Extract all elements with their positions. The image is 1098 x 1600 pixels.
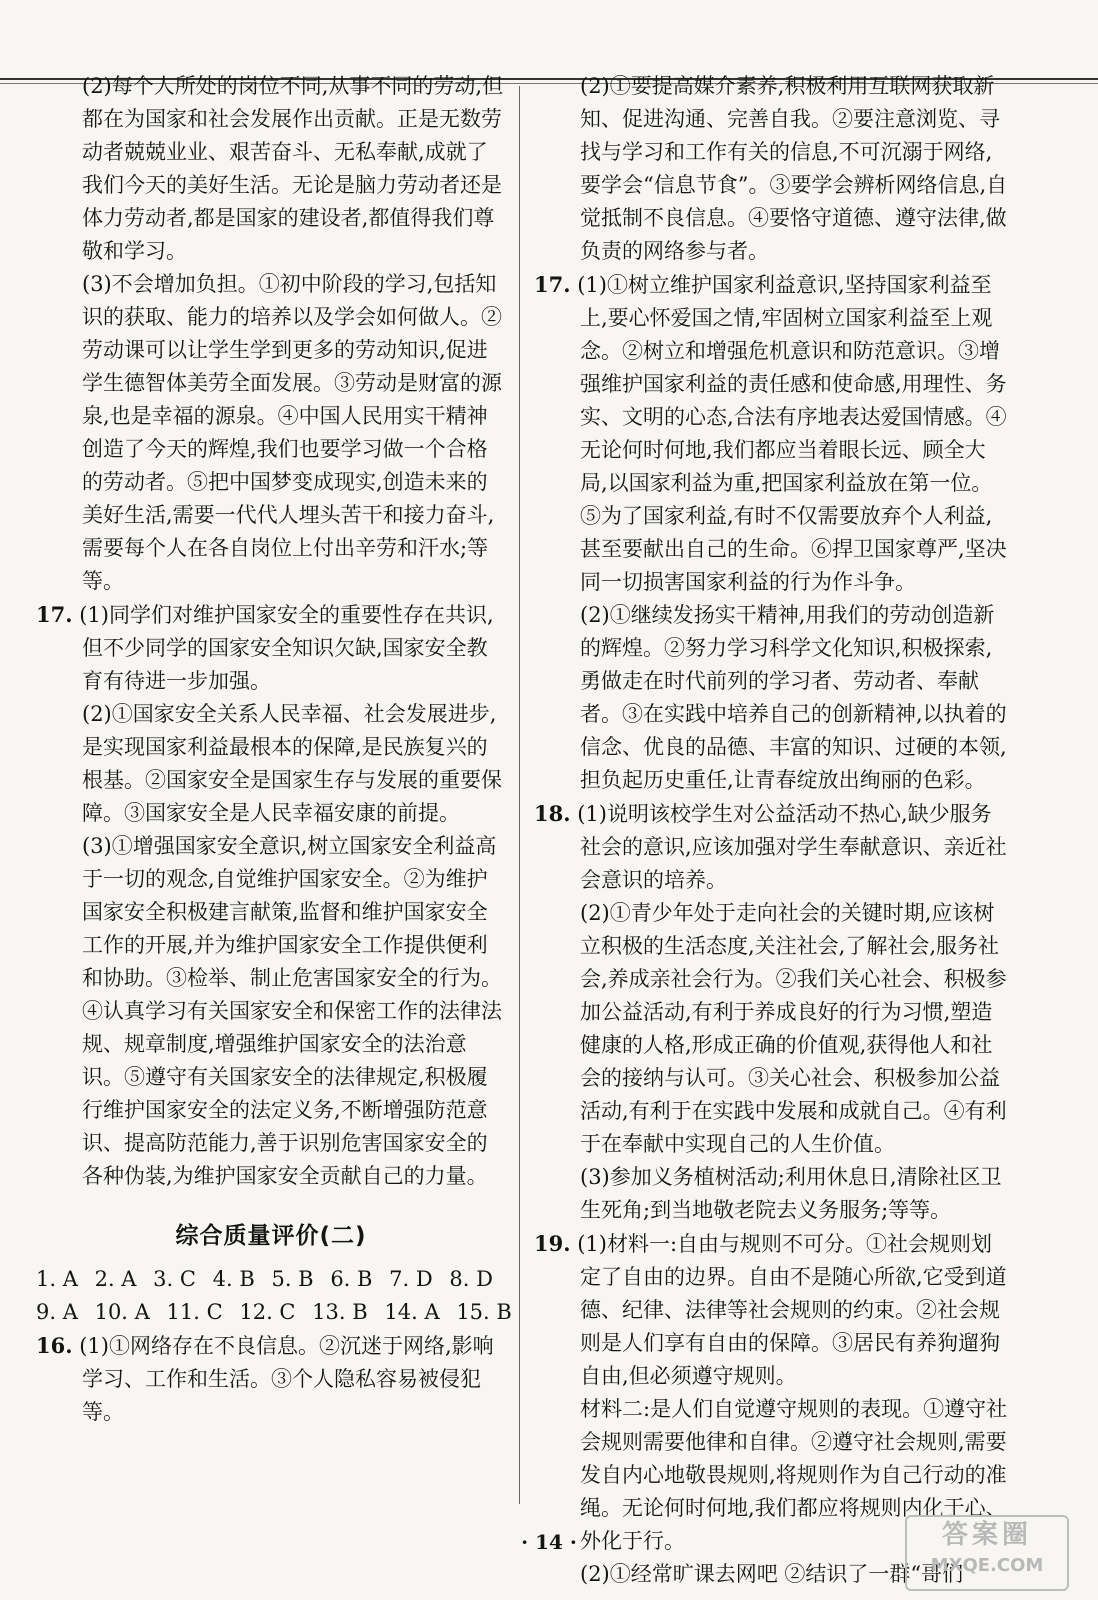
answer-paragraph: (2)每个人所处的岗位不同,从事不同的劳动,但都在为国家和社会发展作出贡献。正是无数劳动者兢兢业业、艰苦奋斗、无私奉献,成就了我们今天的美好生活。无论是脑力劳动者还是体力劳动者,都是国家的建设者,都值得我们尊敬和学习。 <box>82 74 504 263</box>
choice-answer: 6. B <box>330 1267 373 1291</box>
question-16-part-2: (2)①要提高媒介素养,积极利用互联网获取新知、促进沟通、完善自我。②要注意浏览、寻找与学习和工作有关的信息,不可沉溺于网络,要学会“信息节食”。③要学会辨析网络信息,自觉抵制不良信息。④要恪守道德、遵守法律,做负责的网络参与者。 <box>580 74 1008 263</box>
question-17-part-1 <box>534 268 1008 599</box>
choice-answer: 10. A <box>94 1300 150 1324</box>
page-number: · 14 · <box>521 1530 577 1554</box>
answer-text: (1)材料一:自由与规则不可分。①社会规则划定了自由的边界。自由不是随心所欲,它受到道德、纪律、法律等社会规则的约束。②社会规则是人们享有自由的保障。③居民有养狗遛狗自由,但必须遵守规则。 <box>577 1232 1007 1388</box>
answer-paragraph: (3)不会增加负担。①初中阶段的学习,包括知识的获取、能力的培养以及学会如何做人。②劳动课可以让学生学到更多的劳动知识,促进学生德智体美劳全面发展。③劳动是财富的源泉,也是幸福的源泉。④中国人民用实干精神创造了今天的辉煌,我们也要学习做一个合格的劳动者。⑤把中国梦变成现实,创造未来的美好生活,需要一代代人埋头苦干和接力奋斗,需要每个人在各自岗位上付出辛劳和汗水;等等。 <box>82 272 502 593</box>
question-19-part-2: (2)①经常旷课去网吧 ②结识了一群“哥们 <box>580 1562 964 1586</box>
choice-answer: 14. A <box>384 1300 440 1324</box>
right-column <box>534 70 1008 1591</box>
watermark-logo <box>905 1515 1069 1591</box>
answer-text: (1)①树立维护国家利益意识,坚持国家利益至上,要心怀爱国之情,牢固树立国家利益至上观念。②树立和增强危机意识和防范意识。③增强维护国家利益的责任感和使命感,用理性、务实、文明的心态,合法有序地表达爱国情感。④无论何时何地,我们都应当着眼长远、顾全大局,以国家利益为重,把国家利益放在第一位。⑤为了国家利益,有时不仅需要放弃个人利益,甚至要献出自己的生命。⑥捍卫国家尊严,坚决同一切损害国家利益的行为作斗争。 <box>577 273 1007 594</box>
choice-answers-row-2 <box>36 1296 512 1329</box>
choice-answer: 15. B <box>456 1300 512 1324</box>
choice-answer: 13. B <box>312 1300 368 1324</box>
answer-text: (1)说明该校学生对公益活动不热心,缺少服务社会的意识,应该加强对学生奉献意识、亲近社会意识的培养。 <box>577 802 1007 892</box>
choice-answer: 4. B <box>212 1267 255 1291</box>
question-number: 19. <box>534 1231 571 1256</box>
answer-text: (1)①网络存在不良信息。②沉迷于网络,影响学习、工作和生活。③个人隐私容易被侵犯等。 <box>79 1334 494 1424</box>
question-18-part-3: (3)参加义务植树活动;利用休息日,清除社区卫生死角;到当地敬老院去义务服务;等等。 <box>580 1165 1002 1222</box>
choice-answer: 8. D <box>449 1267 493 1291</box>
question-number: 17. <box>534 272 571 297</box>
choice-answer: 11. C <box>166 1300 223 1324</box>
section-title: 综合质量评价(二) <box>175 1223 367 1249</box>
choice-answer: 1. A <box>36 1267 78 1291</box>
question-17-part-1 <box>36 598 506 698</box>
answer-text: (1)同学们对维护国家安全的重要性存在共识,但不少同学的国家安全知识欠缺,国家安全教育有待进一步加强。 <box>79 603 494 693</box>
choice-answer: 12. C <box>239 1300 296 1324</box>
question-16-part-1 <box>36 1329 506 1429</box>
choice-answer: 7. D <box>389 1267 433 1291</box>
question-number: 17. <box>36 602 73 627</box>
choice-answers-row-1 <box>36 1263 506 1296</box>
question-18-part-1 <box>534 797 1008 897</box>
choice-answer: 2. A <box>94 1267 137 1291</box>
left-column <box>36 70 512 1429</box>
question-17-part-3: (3)①增强国家安全意识,树立国家安全利益高于一切的观念,自觉维护国家安全。②为维护国家安全积极建言献策,监督和维护国家安全工作的开展,并为维护国家安全工作提供便利和协助。③检举、制止危害国家安全的行为。④认真学习有关国家安全和保密工作的法律法规、规章制度,增强维护国家安全的法治意识。⑤遵守有关国家安全的法律规定,积极履行维护国家安全的法定义务,不断增强防范意识、提高防范能力,善于识别危害国家安全的各种伪装,为维护国家安全贡献自己的力量。 <box>82 834 502 1188</box>
question-17-part-2: (2)①继续发扬实干精神,用我们的劳动创造新的辉煌。②努力学习科学文化知识,积极探索,勇做走在时代前列的学习者、劳动者、奉献者。③在实践中培养自己的创新精神,以执着的信念、优良的品德、丰富的知识、过硬的本领,担负起历史重任,让青春绽放出绚丽的色彩。 <box>580 603 1007 792</box>
watermark-url: MXQE.COM <box>930 1555 1044 1576</box>
question-17-part-2: (2)①国家安全关系人民幸福、社会发展进步,是实现国家利益最根本的保障,是民族复兴的根基。②国家安全是国家生存与发展的重要保障。③国家安全是人民幸福安康的前提。 <box>82 702 502 825</box>
column-divider <box>519 86 520 1504</box>
choice-answer: 3. C <box>153 1267 196 1291</box>
question-number: 18. <box>534 801 571 826</box>
choice-answer: 9. A <box>36 1300 78 1324</box>
watermark-text: 答案圈 <box>941 1520 1032 1550</box>
question-19-part-1b: 材料二:是人们自觉遵守规则的表现。①遵守社会规则需要他律和自律。②遵守社会规则,需要发自内心地敬畏规则,将规则作为自己行动的准绳。无论何时何地,我们都应将规则内化于心、外化于行。 <box>580 1397 1008 1553</box>
question-18-part-2: (2)①青少年处于走向社会的关键时期,应该树立积极的生活态度,关注社会,了解社会,服务社会,养成亲社会行为。②我们关心社会、积极参加公益活动,有利于养成良好的行为习惯,塑造健康的人格,形成正确的价值观,获得他人和社会的接纳与认可。③关心社会、积极参加公益活动,有利于在实践中发展和成就自己。④有利于在奉献中实现自己的人生价值。 <box>580 901 1007 1156</box>
choice-answer: 5. B <box>271 1267 314 1291</box>
question-number: 16. <box>36 1333 73 1358</box>
question-19-part-1 <box>534 1227 1008 1393</box>
